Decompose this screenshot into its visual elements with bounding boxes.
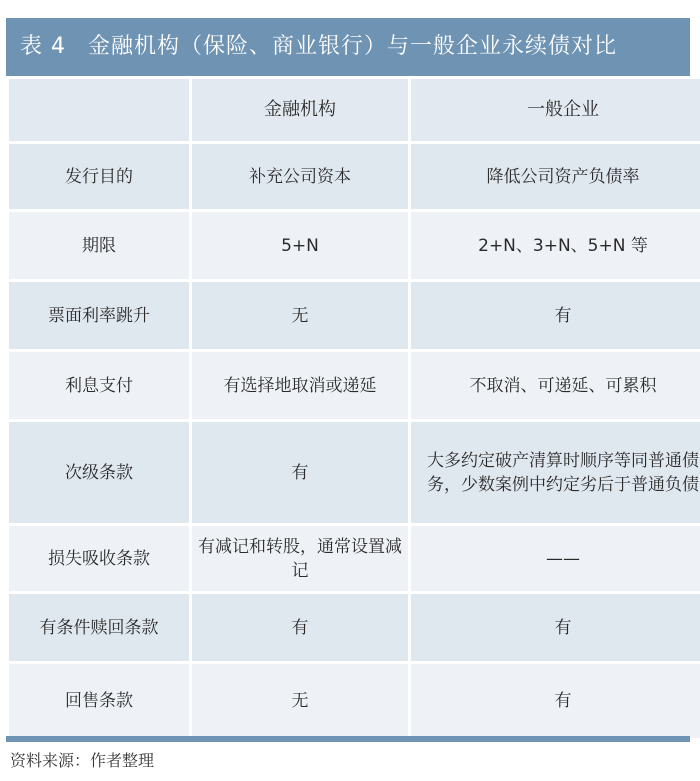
- table-row: [8, 281, 700, 351]
- table-row: [8, 351, 700, 421]
- comparison-table: [6, 76, 700, 741]
- cell-general: 有: [410, 663, 700, 740]
- row-label: 损失吸收条款: [8, 525, 191, 593]
- table-number: 表 4: [20, 34, 66, 59]
- row-label: 票面利率跳升: [8, 281, 191, 351]
- source-note: 资料来源：作者整理: [10, 751, 155, 770]
- table-row: [8, 421, 700, 525]
- table-title: 金融机构（保险、商业银行）与一般企业永续债对比: [88, 34, 618, 59]
- table-row: [8, 593, 700, 663]
- cell-financial: 有减记和转股，通常设置减记: [191, 525, 410, 593]
- comparison-table-wrapper: [6, 76, 699, 741]
- cell-financial: 无: [191, 281, 410, 351]
- row-label: 期限: [8, 211, 191, 281]
- table-header-row: [8, 78, 700, 143]
- bottom-divider: [6, 736, 690, 742]
- cell-general: 有: [410, 593, 700, 663]
- row-label: 利息支付: [8, 351, 191, 421]
- cell-financial: 有: [191, 421, 410, 525]
- table-row: [8, 143, 700, 211]
- row-label: 有条件赎回条款: [8, 593, 191, 663]
- row-label: 回售条款: [8, 663, 191, 740]
- cell-general: ——: [410, 525, 700, 593]
- row-label: 次级条款: [8, 421, 191, 525]
- cell-financial: 有: [191, 593, 410, 663]
- row-label: 发行目的: [8, 143, 191, 211]
- cell-general: 降低公司资产负债率: [410, 143, 700, 211]
- cell-general: 大多约定破产清算时顺序等同普通债务，少数案例中约定劣后于普通负债: [410, 421, 700, 525]
- table-row: [8, 211, 700, 281]
- cell-general: 不取消、可递延、可累积: [410, 351, 700, 421]
- header-cell-empty: [8, 78, 191, 143]
- table-title-bar: [6, 18, 690, 76]
- table-row: [8, 525, 700, 593]
- cell-general: 有: [410, 281, 700, 351]
- cell-financial: 有选择地取消或递延: [191, 351, 410, 421]
- table-row: [8, 663, 700, 740]
- cell-general: 2+N、3+N、5+N 等: [410, 211, 700, 281]
- header-cell-general: 一般企业: [410, 78, 700, 143]
- cell-financial: 5+N: [191, 211, 410, 281]
- cell-financial: 无: [191, 663, 410, 740]
- header-cell-financial: 金融机构: [191, 78, 410, 143]
- cell-financial: 补充公司资本: [191, 143, 410, 211]
